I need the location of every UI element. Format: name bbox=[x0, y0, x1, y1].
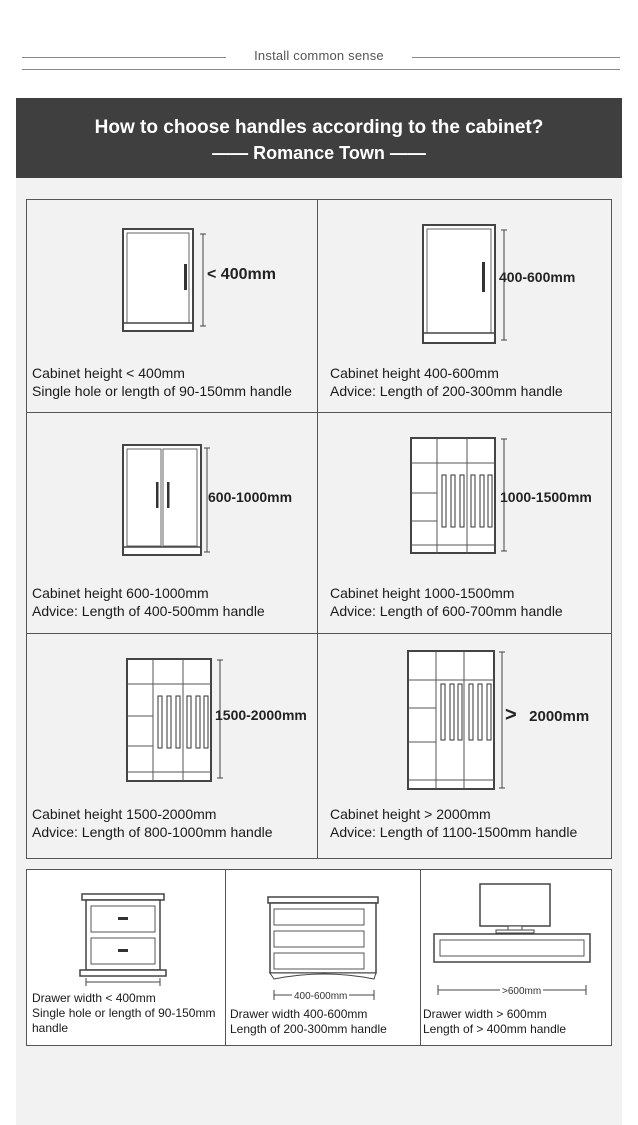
tv-stand-icon bbox=[432, 882, 592, 992]
grid-divider-row2 bbox=[26, 633, 612, 634]
caption-line: Cabinet height 400-600mm bbox=[330, 365, 499, 381]
caption-line: Drawer width < 400mm bbox=[32, 991, 156, 1005]
caption-line: Advice: Length of 200-300mm handle bbox=[330, 383, 563, 399]
header-rule-bottom bbox=[22, 69, 620, 70]
caption-line: Advice: Length of 1100-1500mm handle bbox=[330, 824, 578, 840]
caption-line: Cabinet height 600-1000mm bbox=[32, 585, 209, 601]
caption-drawer-3 bbox=[423, 1007, 566, 1037]
caption-line: Drawer width 400-600mm bbox=[230, 1007, 368, 1021]
dimension-label bbox=[505, 704, 589, 727]
nightstand-icon bbox=[76, 890, 176, 990]
cabinet-double-door-icon bbox=[118, 442, 218, 562]
caption-cabinet-1 bbox=[32, 364, 292, 400]
caption-drawer-1 bbox=[32, 991, 215, 1036]
caption-line: Cabinet height > 2000mm bbox=[330, 806, 491, 822]
caption-cabinet-5 bbox=[32, 805, 273, 841]
greater-than-symbol: > bbox=[505, 704, 517, 726]
banner bbox=[16, 98, 622, 178]
caption-line: Advice: Length of 600-700mm handle bbox=[330, 603, 563, 619]
wardrobe-extra-tall-icon bbox=[403, 648, 513, 793]
drawer-divider-1 bbox=[225, 869, 226, 1046]
caption-line: Single hole or length of 90-150mm bbox=[32, 1006, 216, 1020]
caption-line: Drawer width > 600mm bbox=[423, 1007, 547, 1021]
drawer-divider-2 bbox=[420, 869, 421, 1046]
cabinet-grid bbox=[26, 199, 612, 859]
caption-line: Length of 200-300mm handle bbox=[230, 1022, 387, 1036]
dimension-label: 600-1000mm bbox=[208, 489, 293, 505]
banner-title: How to choose handles according to the cabinet? bbox=[94, 117, 544, 138]
caption-line: Advice: Length of 800-1000mm handle bbox=[32, 824, 273, 840]
dimension-label: 400-600mm bbox=[499, 269, 576, 285]
cabinet-single-door-icon bbox=[118, 226, 218, 336]
caption-line: Cabinet height 1000-1500mm bbox=[330, 585, 515, 601]
dimension-label: < 400mm bbox=[207, 266, 276, 283]
caption-drawer-2 bbox=[230, 1007, 387, 1037]
caption-line: Single hole or length of 90-150mm handle bbox=[32, 383, 292, 399]
caption-line: Cabinet height < 400mm bbox=[32, 365, 185, 381]
caption-line: Advice: Length of 400-500mm handle bbox=[32, 603, 265, 619]
caption-line: handle bbox=[32, 1021, 69, 1035]
caption-cabinet-6 bbox=[330, 805, 577, 841]
page-title: Install common sense bbox=[254, 48, 384, 63]
dimension-label: 1000-1500mm bbox=[500, 489, 592, 505]
drawer-dimension-label: 400-600mm bbox=[294, 991, 348, 1002]
banner-subtitle: —— Romance Town —— bbox=[212, 143, 426, 163]
caption-cabinet-3 bbox=[32, 584, 265, 620]
caption-cabinet-4 bbox=[330, 584, 563, 620]
chest-of-drawers-icon bbox=[264, 893, 384, 1003]
dimension-label: 1500-2000mm bbox=[215, 707, 307, 723]
drawer-dimension-label: >600mm bbox=[502, 986, 542, 997]
caption-line: Length of > 400mm handle bbox=[423, 1022, 567, 1036]
grid-divider-vertical bbox=[317, 199, 318, 859]
caption-cabinet-2 bbox=[330, 364, 563, 400]
caption-line: Cabinet height 1500-2000mm bbox=[32, 806, 217, 822]
grid-divider-row1 bbox=[26, 412, 612, 413]
dimension-value: 2000mm bbox=[529, 708, 590, 725]
